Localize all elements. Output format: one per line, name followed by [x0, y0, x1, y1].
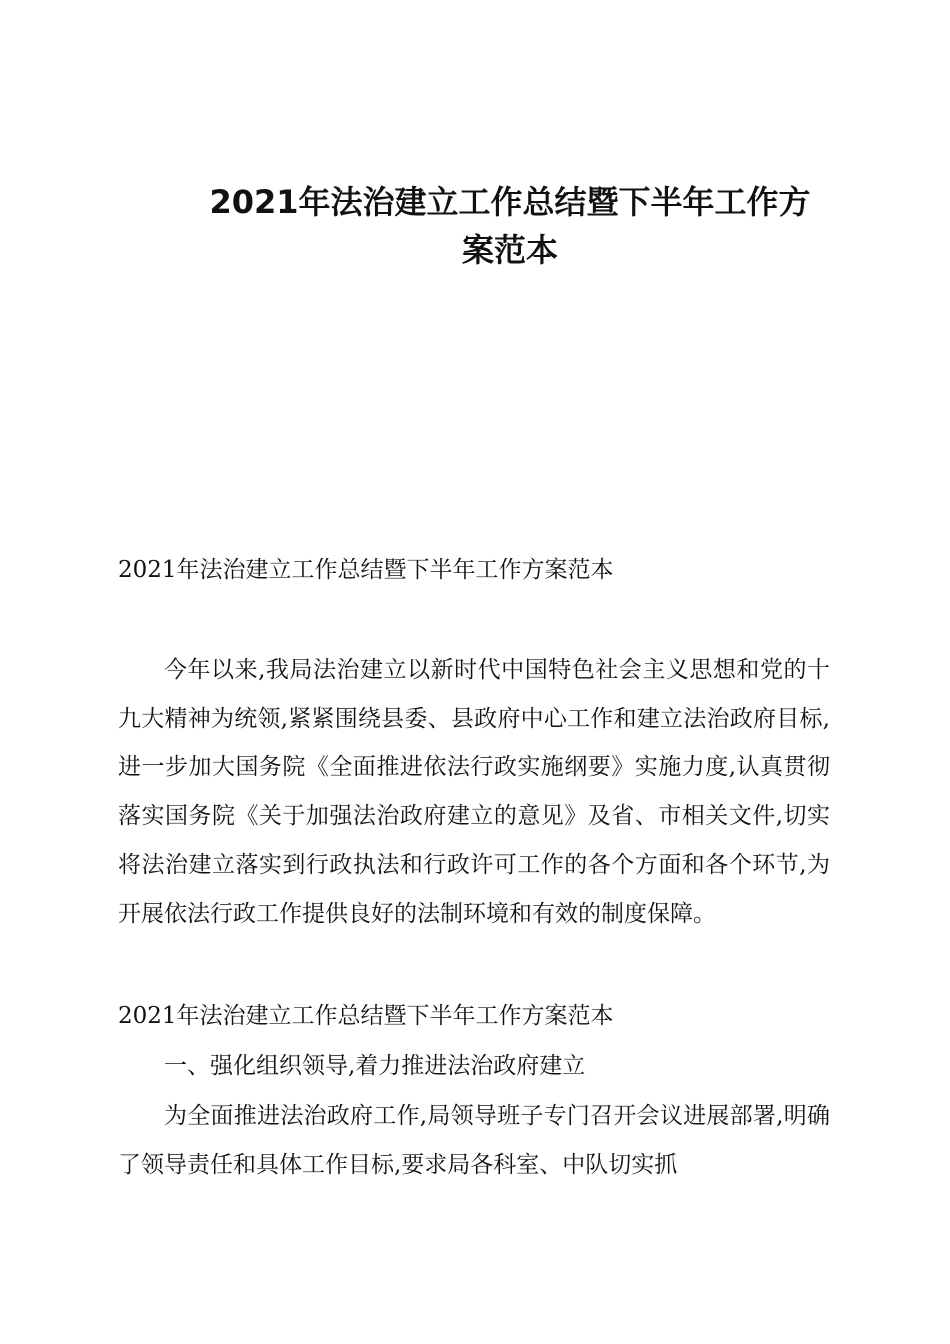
intro-paragraph: 今年以来,我局法治建立以新时代中国特色社会主义思想和党的十九大精神为统领,紧紧围绕县委、县政府中心工作和建立法治政府目标,进一步加大国务院《全面推进依法行政实施纲要》实施力度,认真贯彻落实国务院《关于加强法治政府建立的意见》及省、市相关文件,切实将法治建立落实到行政执法和行政许可工作的各个方面和各个环节,为开展依法行政工作提供良好的法制环境和有效的制度保障。 — [118, 657, 830, 927]
section-paragraph: 为全面推进法治政府工作,局领导班子专门召开会议进展部署,明确了领导责任和具体工作目标,要求局各科室、中队切实抓 — [118, 1103, 830, 1178]
document-subtitle: 2021年法治建立工作总结暨下半年工作方案范本 — [118, 557, 614, 583]
repeated-title: 2021年法治建立工作总结暨下半年工作方案范本 — [118, 1003, 614, 1029]
document-title — [150, 178, 870, 274]
title-line-1: 2021年法治建立工作总结暨下半年工作方 — [209, 183, 811, 221]
section-heading: 一、强化组织领导,着力推进法治政府建立 — [164, 1053, 586, 1079]
title-line-2: 案范本 — [461, 231, 558, 269]
